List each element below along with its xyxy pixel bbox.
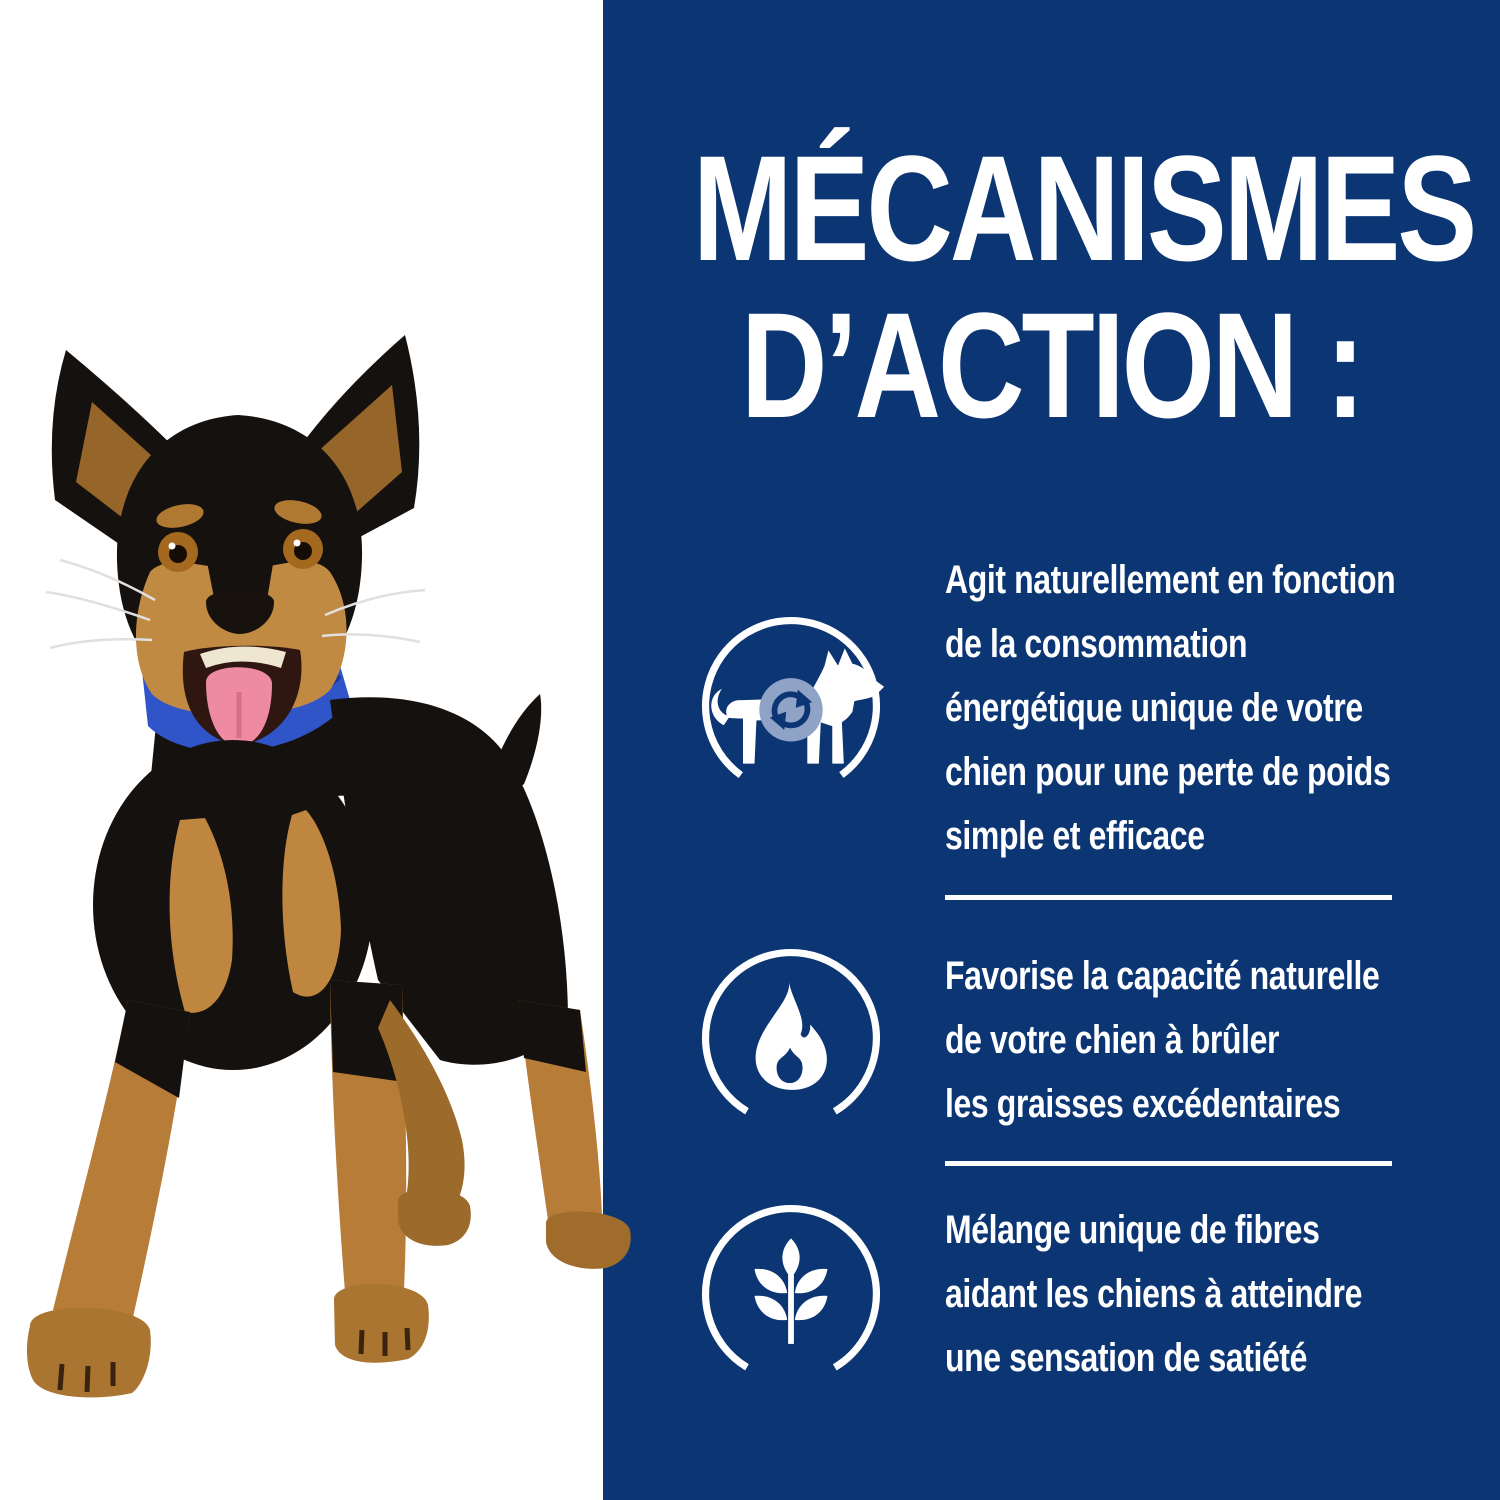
feature-1-line: chien pour une perte de poids (945, 750, 1391, 794)
page-title (692, 124, 1475, 449)
feature-1-line: de la consommation (945, 622, 1248, 666)
info-panel (603, 0, 1500, 1500)
feature-2-line: les graisses excédentaires (945, 1082, 1341, 1126)
feature-1-line: énergétique unique de votre (945, 686, 1363, 730)
title-line-1: MÉCANISMES (692, 124, 1475, 292)
dog-photo (0, 330, 640, 1410)
feature-1-line: simple et efficace (945, 814, 1205, 858)
feature-text-2 (945, 944, 1379, 1136)
feature-3-line: une sensation de satiété (945, 1336, 1308, 1380)
feature-2-line: Favorise la capacité naturelle (945, 954, 1380, 998)
flame-icon (695, 942, 887, 1134)
feature-text-3 (945, 1198, 1362, 1390)
wheat-icon (695, 1198, 887, 1390)
feature-3-line: aidant les chiens à atteindre (945, 1272, 1362, 1316)
divider (945, 895, 1392, 900)
title-line-2: D’ACTION : (740, 281, 1363, 449)
feature-3-line: Mélange unique de fibres (945, 1208, 1320, 1252)
divider (945, 1161, 1392, 1166)
feature-text-1 (945, 548, 1395, 868)
feature-1-line: Agit naturellement en fonction (945, 558, 1396, 602)
dog-metabolism-cycle-icon (695, 610, 887, 802)
feature-2-line: de votre chien à brûler (945, 1018, 1280, 1062)
